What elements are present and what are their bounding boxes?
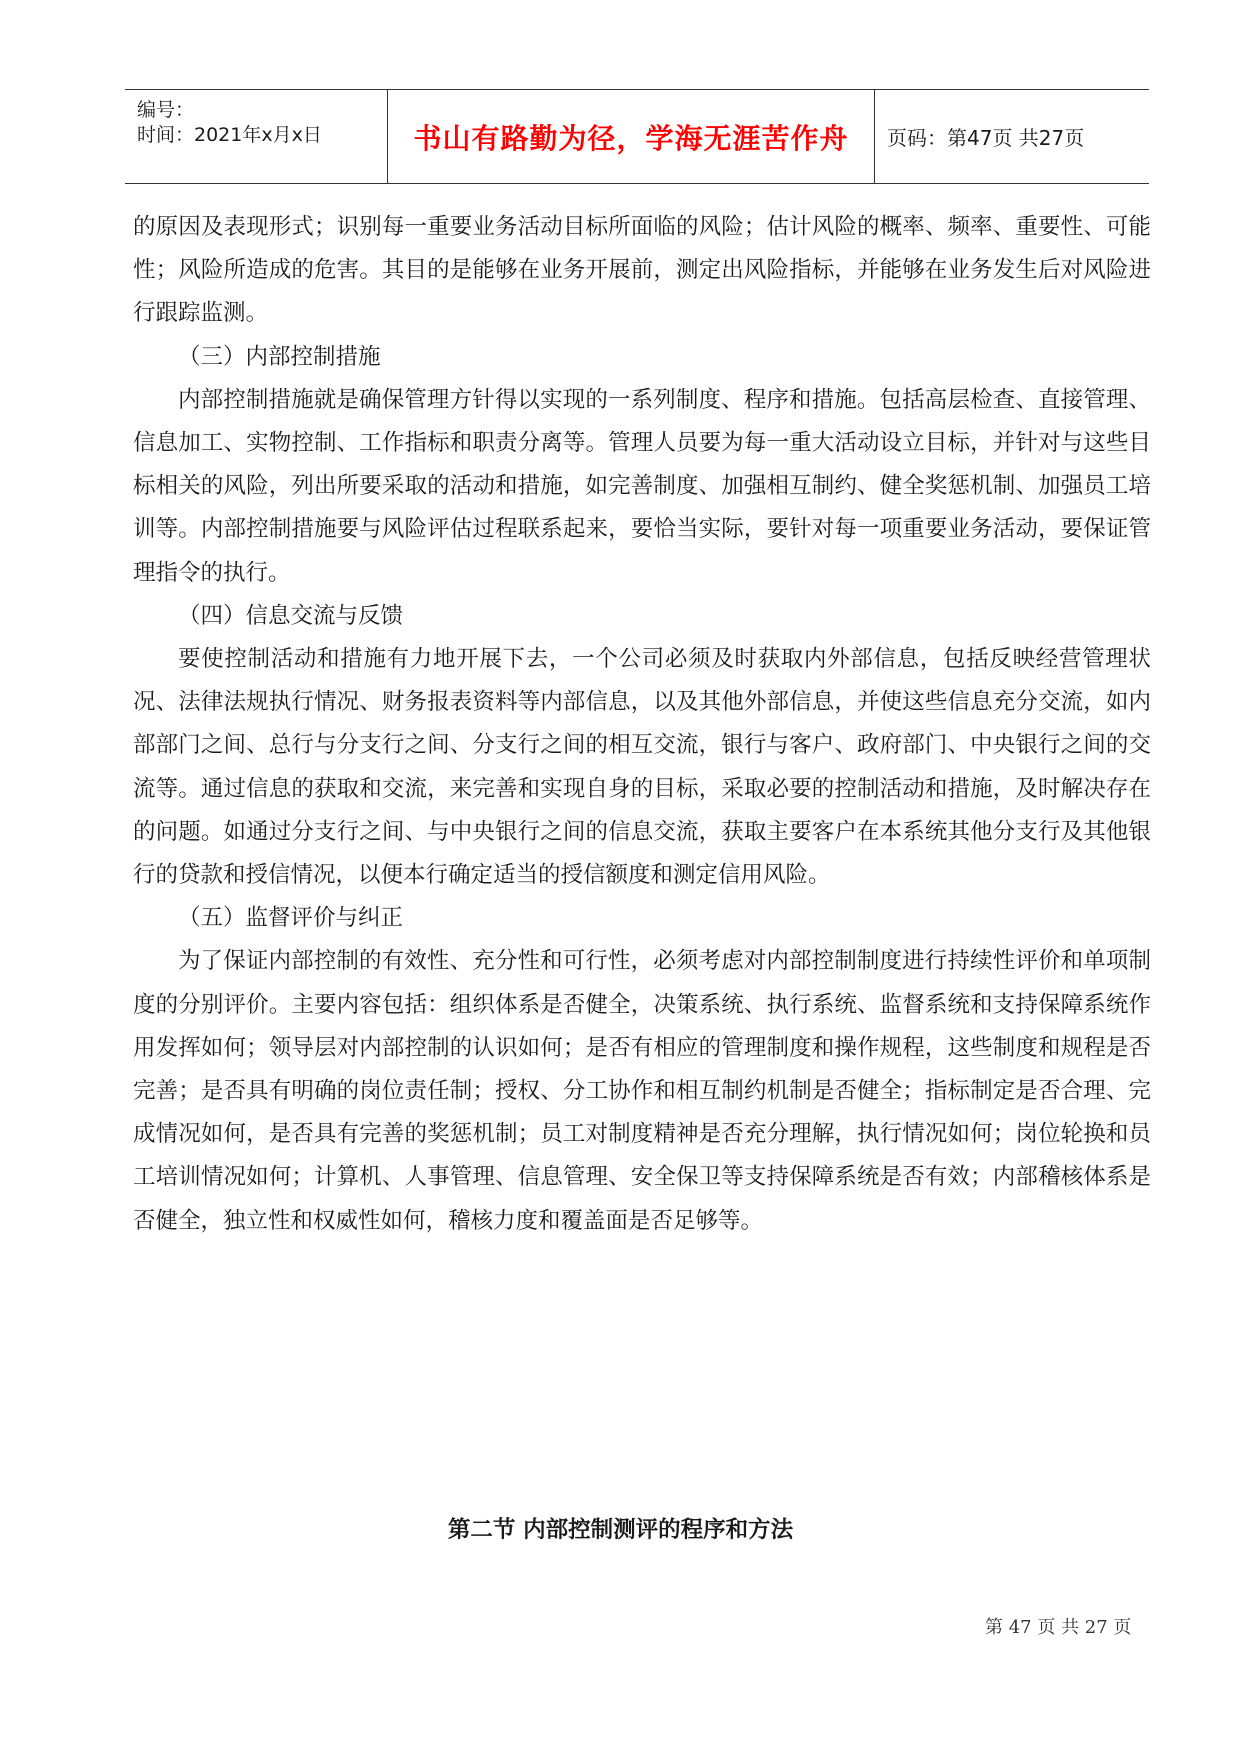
header-motto: 书山有路勤为径，学海无涯苦作舟 [413,121,849,155]
body-paragraph: 内部控制措施就是确保管理方针得以实现的一系列制度、程序和措施。包括高层检查、直接管理、信息加工、实物控制、工作指标和职责分离等。管理人员要为每一重大活动设立目标，并针对与这些目标相关的风险，列出所要采取的活动和措施，如完善制度、加强相互制约、健全奖惩机制、加强员工培训等。内部控制措施要与风险评估过程联系起来，要恰当实际，要针对每一项重要业务活动，要保证管理指令的执行。 [133,386,1151,586]
body-paragraph: 为了保证内部控制的有效性、充分性和可行性，必须考虑对内部控制制度进行持续性评价和单项制度的分别评价。主要内容包括：组织体系是否健全，决策系统、执行系统、监督系统和支持保障系统作用发挥如何；领导层对内部控制的认识如何；是否有相应的管理制度和操作规程，这些制度和规程是否完善；是否具有明确的岗位责任制；授权、分工协作和相互制约机制是否健全；指标制定是否合理、完成情况如何，是否具有完善的奖惩机制；员工对制度精神是否充分理解，执行情况如何；岗位轮换和员工培训情况如何；计算机、人事管理、信息管理、安全保卫等支持保障系统是否有效；内部稽核体系是否健全，独立性和权威性如何，稽核力度和覆盖面是否足够等。 [133,948,1151,1234]
section-title: 第二节 内部控制测评的程序和方法 [447,1517,794,1543]
document-body [133,206,1151,1243]
page-footer: 第 47 页 共 27 页 [985,1617,1132,1638]
document-header [125,89,1149,184]
document-number-label: 编号： [137,99,195,121]
header-info-cell [125,90,388,183]
subheading-supervision-evaluation: （五）监督评价与纠正 [178,905,404,932]
subheading-information-exchange: （四）信息交流与反馈 [178,602,404,629]
document-date-label: 时间：2021年x月x日 [137,124,322,146]
body-paragraph: 要使控制活动和措施有力地开展下去，一个公司必须及时获取内外部信息，包括反映经营管理状况、法律法规执行情况、财务报表资料等内部信息，以及其他外部信息，并使这些信息充分交流，如内部部门之间、总行与分支行之间、分支行之间的相互交流，银行与客户、政府部门、中央银行之间的交流等。通过信息的获取和交流，来完善和实现自身的目标，采取必要的控制活动和措施，及时解决存在的问题。如通过分支行之间、与中央银行之间的信息交流，获取主要客户在本系统其他分支行及其他银行的贷款和授信情况，以便本行确定适当的授信额度和测定信用风险。 [133,646,1151,889]
subheading-internal-control-measures: （三）内部控制措施 [178,343,381,370]
header-motto-cell [388,90,875,183]
header-page-cell [875,90,1149,183]
body-paragraph-continued: 的原因及表现形式；识别每一重要业务活动目标所面临的风险；估计风险的概率、频率、重要性、可能性；风险所造成的危害。其目的是能够在业务开展前，测定出风险指标，并能够在业务发生后对风险进行跟踪监测。 [133,214,1151,327]
header-page-label: 页码：第47页 共27页 [887,126,1085,150]
